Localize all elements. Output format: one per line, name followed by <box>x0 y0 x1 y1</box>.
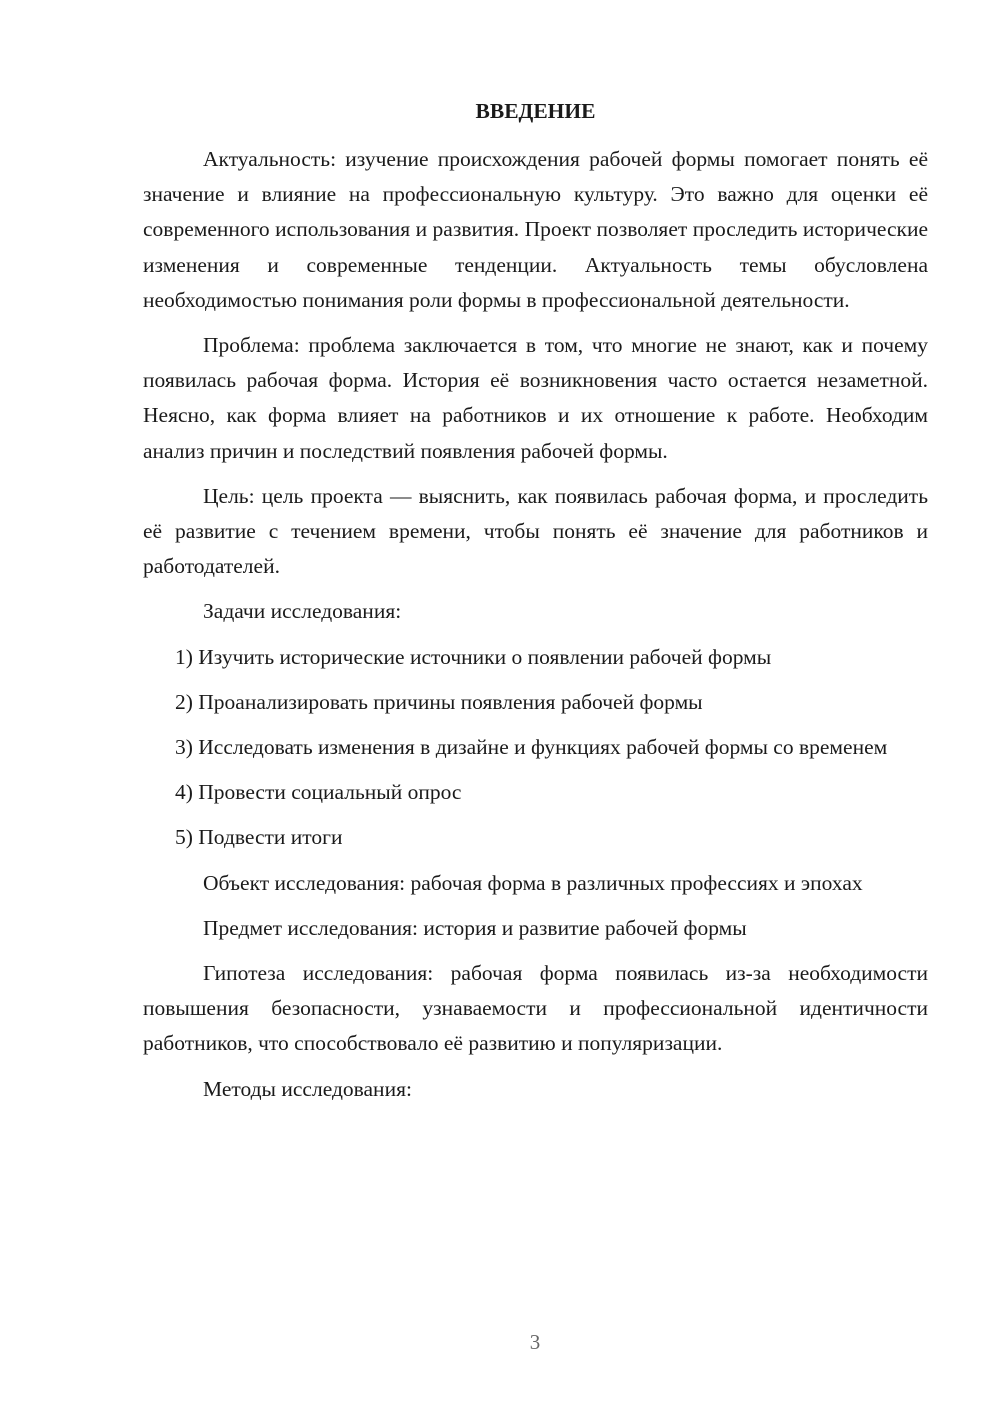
task-item: 3) Исследовать изменения в дизайне и функциях рабочей формы со временем <box>175 735 888 760</box>
object-paragraph: Объект исследования: рабочая форма в различных профессиях и эпохах <box>203 870 863 895</box>
task-item: 5) Подвести итоги <box>175 825 343 850</box>
tasks-heading: Задачи исследования: <box>203 599 402 624</box>
task-item: 1) Изучить исторические источники о появлении рабочей формы <box>175 644 772 669</box>
document-body <box>143 94 928 1117</box>
task-item: 4) Провести социальный опрос <box>175 780 462 805</box>
relevance-paragraph: Актуальность: изучение происхождения рабочей формы помогает понять её значение и влияние на профессиональную культуру. Это важно для оценки её современного использования и развития. Проект позволяет проследить исторические изменения и современные тенденции. Актуальность темы обусловлена необходимостью понимания роли формы в профессиональной деятельности. <box>143 147 928 312</box>
methods-heading: Методы исследования: <box>203 1076 412 1101</box>
problem-paragraph: Проблема: проблема заключается в том, что многие не знают, как и почему появилась рабочая форма. История её возникновения часто остается незаметной. Неясно, как форма влияет на работников и их отношение к работе. Необходим анализ причин и последствий появления рабочей формы. <box>143 333 928 463</box>
task-item: 2) Проанализировать причины появления рабочей формы <box>175 689 703 714</box>
hypothesis-paragraph: Гипотеза исследования: рабочая форма появилась из-за необходимости повышения безопасности, узнаваемости и профессиональной идентичности работников, что способствовало её развитию и популяризации. <box>143 961 928 1056</box>
section-title: ВВЕДЕНИЕ <box>475 99 596 123</box>
goal-paragraph: Цель: цель проекта — выяснить, как появилась рабочая форма, и проследить её развитие с течением времени, чтобы понять её значение для работников и работодателей. <box>143 483 928 579</box>
subject-paragraph: Предмет исследования: история и развитие рабочей формы <box>203 915 747 940</box>
page-number: 3 <box>529 1330 541 1354</box>
